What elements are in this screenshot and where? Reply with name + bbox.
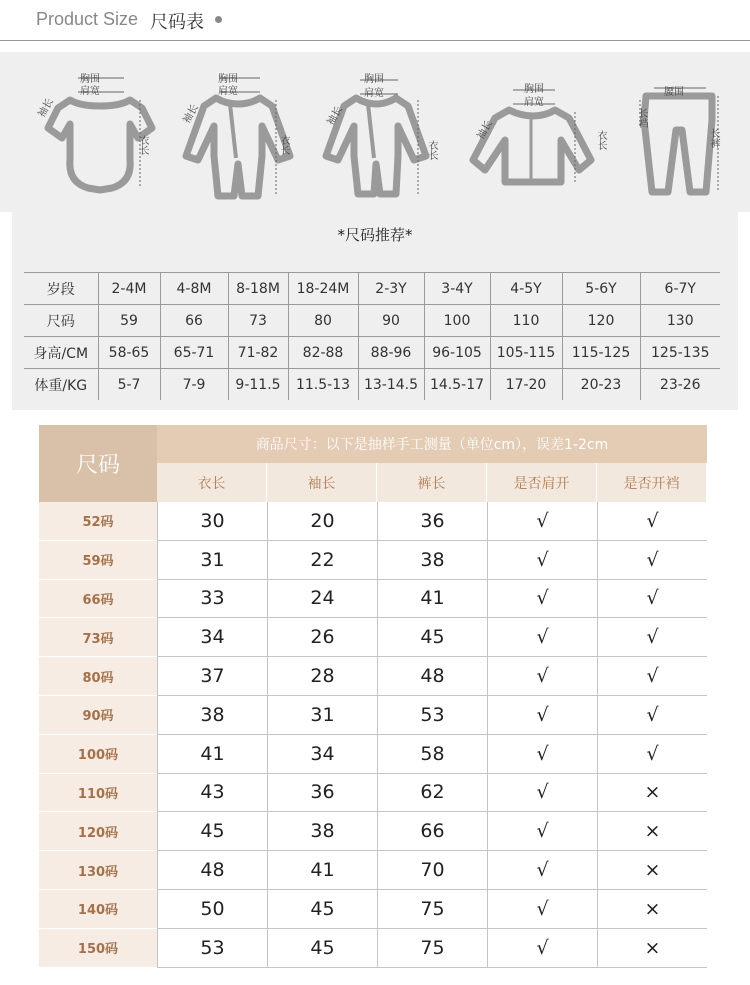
recommend-cell: 4-8M xyxy=(160,273,228,305)
table-row xyxy=(39,541,707,580)
measurement-cell: 22 xyxy=(267,541,377,579)
measurement-cell: 45 xyxy=(157,812,267,850)
size-label: 130码 xyxy=(39,851,157,890)
page-header xyxy=(0,0,750,41)
recommend-row-label: 尺码 xyxy=(24,305,98,337)
table-row xyxy=(39,618,707,657)
measurement-cell: 38 xyxy=(377,541,487,579)
size-label: 66码 xyxy=(39,580,157,619)
title-dot xyxy=(215,16,222,23)
measurement-cell: 26 xyxy=(267,618,377,656)
recommend-cell: 65-71 xyxy=(160,337,228,369)
check-mark-cell: √ xyxy=(487,657,597,695)
fig3-shoulder-label: 肩宽 xyxy=(364,88,384,99)
check-mark-cell: × xyxy=(597,812,707,850)
check-mark-cell: √ xyxy=(487,580,597,618)
measurement-cell: 37 xyxy=(157,657,267,695)
recommend-cell: 105-115 xyxy=(490,337,562,369)
recommend-cell: 58-65 xyxy=(98,337,160,369)
recommend-cell: 110 xyxy=(490,305,562,337)
check-mark-cell: × xyxy=(597,890,707,928)
size-label: 110码 xyxy=(39,774,157,813)
check-mark-cell: √ xyxy=(487,774,597,812)
measurement-cell: 75 xyxy=(377,890,487,928)
fig3-chest-label: 胸围 xyxy=(364,74,384,85)
fig2-shoulder-label: 肩宽 xyxy=(218,86,238,97)
recommend-cell: 71-82 xyxy=(228,337,288,369)
recommend-row xyxy=(24,273,720,305)
recommend-cell: 125-135 xyxy=(640,337,720,369)
check-mark-cell: √ xyxy=(487,541,597,579)
measurement-cell: 48 xyxy=(157,851,267,889)
measurement-cell: 66 xyxy=(377,812,487,850)
recommend-cell: 4-5Y xyxy=(490,273,562,305)
recommend-cell: 2-4M xyxy=(98,273,160,305)
size-label: 59码 xyxy=(39,541,157,580)
title-chinese: 尺码表 xyxy=(150,12,204,33)
measurement-cell: 41 xyxy=(377,580,487,618)
fig3-length-label: 衣长 xyxy=(426,140,437,160)
table-row xyxy=(39,696,707,735)
recommend-cell: 6-7Y xyxy=(640,273,720,305)
size-label: 150码 xyxy=(39,929,157,968)
recommend-cell: 14.5-17 xyxy=(424,369,490,401)
check-mark-cell: × xyxy=(597,774,707,812)
measurement-cell: 53 xyxy=(157,929,267,967)
check-mark-cell: √ xyxy=(597,541,707,579)
column-header: 衣长 xyxy=(157,463,267,502)
recommend-cell: 73 xyxy=(228,305,288,337)
fig5-crotch-label: 长裆 xyxy=(636,108,647,128)
check-mark-cell: √ xyxy=(597,657,707,695)
recommend-title: *尺码推荐* xyxy=(337,226,413,244)
table-row xyxy=(39,774,707,813)
recommend-cell: 23-26 xyxy=(640,369,720,401)
recommend-cell: 59 xyxy=(98,305,160,337)
recommend-cell: 2-3Y xyxy=(358,273,424,305)
size-label: 80码 xyxy=(39,657,157,696)
size-column-header: 尺码 xyxy=(39,425,157,502)
check-mark-cell: √ xyxy=(487,502,597,540)
recommend-cell: 100 xyxy=(424,305,490,337)
recommend-cell: 66 xyxy=(160,305,228,337)
recommend-cell: 7-9 xyxy=(160,369,228,401)
measurement-cell: 34 xyxy=(157,618,267,656)
fig4-length-label: 衣长 xyxy=(595,130,606,150)
recommend-row-label: 身高/CM xyxy=(24,337,98,369)
measurement-cell: 43 xyxy=(157,774,267,812)
measurement-cell: 36 xyxy=(377,502,487,540)
column-header: 是否肩开 xyxy=(487,463,597,502)
recommend-cell: 96-105 xyxy=(424,337,490,369)
recommend-cell: 130 xyxy=(640,305,720,337)
column-header: 袖长 xyxy=(267,463,377,502)
fig4-sleeve-label: 袖长 xyxy=(475,118,495,142)
measurement-cell: 50 xyxy=(157,890,267,928)
check-mark-cell: √ xyxy=(487,696,597,734)
table-row xyxy=(39,929,707,968)
measurement-cell: 53 xyxy=(377,696,487,734)
size-label: 90码 xyxy=(39,696,157,735)
recommend-cell: 17-20 xyxy=(490,369,562,401)
recommend-cell: 120 xyxy=(562,305,640,337)
size-label: 140码 xyxy=(39,890,157,929)
recommend-cell: 80 xyxy=(288,305,358,337)
fig3-sleeve-label: 袖长 xyxy=(325,104,345,128)
check-mark-cell: √ xyxy=(597,618,707,656)
column-header: 裤长 xyxy=(377,463,487,502)
fig2-chest-label: 胸围 xyxy=(218,74,238,85)
fig1-sleeve-label: 袖长 xyxy=(36,96,56,120)
recommend-row-label: 岁段 xyxy=(24,273,98,305)
recommend-cell: 5-7 xyxy=(98,369,160,401)
check-mark-cell: √ xyxy=(487,929,597,967)
measurement-cell: 31 xyxy=(157,541,267,579)
measurement-cell: 38 xyxy=(157,696,267,734)
fig5-waist-label: 腰围 xyxy=(664,87,684,98)
measurement-cell: 62 xyxy=(377,774,487,812)
recommend-cell: 5-6Y xyxy=(562,273,640,305)
fig1-length-label: 衣长 xyxy=(137,135,148,155)
column-header: 是否开裆 xyxy=(597,463,707,502)
fig5-length-label: 长裤 xyxy=(708,128,719,148)
measurement-cell: 28 xyxy=(267,657,377,695)
measurement-cell: 31 xyxy=(267,696,377,734)
recommend-cell: 82-88 xyxy=(288,337,358,369)
check-mark-cell: √ xyxy=(487,812,597,850)
size-recommend-table xyxy=(24,272,720,400)
measurement-caption: 商品尺寸：以下是抽样手工测量（单位cm），误差1-2cm xyxy=(157,425,707,463)
check-mark-cell: √ xyxy=(487,618,597,656)
recommend-cell: 115-125 xyxy=(562,337,640,369)
recommend-row xyxy=(24,305,720,337)
size-detail-table xyxy=(39,425,707,969)
table-row xyxy=(39,735,707,774)
measurement-cell: 45 xyxy=(267,929,377,967)
check-mark-cell: √ xyxy=(597,696,707,734)
measurement-cell: 33 xyxy=(157,580,267,618)
measurement-cell: 45 xyxy=(377,618,487,656)
recommend-cell: 8-18M xyxy=(228,273,288,305)
fig2-sleeve-label: 袖长 xyxy=(181,102,201,126)
measurement-cell: 75 xyxy=(377,929,487,967)
check-mark-cell: × xyxy=(597,929,707,967)
recommend-row xyxy=(24,337,720,369)
check-mark-cell: √ xyxy=(487,890,597,928)
check-mark-cell: √ xyxy=(597,502,707,540)
measurement-cell: 48 xyxy=(377,657,487,695)
fig1-chest-label: 胸围 xyxy=(80,74,100,85)
recommend-cell: 3-4Y xyxy=(424,273,490,305)
table-row xyxy=(39,812,707,851)
check-mark-cell: √ xyxy=(597,580,707,618)
check-mark-cell: × xyxy=(597,851,707,889)
measurement-cell: 45 xyxy=(267,890,377,928)
recommend-cell: 11.5-13 xyxy=(288,369,358,401)
check-mark-cell: √ xyxy=(487,851,597,889)
check-mark-cell: √ xyxy=(597,735,707,773)
recommend-row-label: 体重/KG xyxy=(24,369,98,401)
measurement-cell: 20 xyxy=(267,502,377,540)
table-row xyxy=(39,502,707,541)
measurement-cell: 36 xyxy=(267,774,377,812)
measurement-cell: 70 xyxy=(377,851,487,889)
fig4-chest-label: 胸围 xyxy=(524,84,544,95)
size-label: 100码 xyxy=(39,735,157,774)
recommend-cell: 88-96 xyxy=(358,337,424,369)
recommend-cell: 90 xyxy=(358,305,424,337)
measurement-cell: 30 xyxy=(157,502,267,540)
recommend-cell: 20-23 xyxy=(562,369,640,401)
table-row xyxy=(39,890,707,929)
table-row xyxy=(39,851,707,890)
table-row xyxy=(39,580,707,619)
fig2-length-label: 衣长 xyxy=(278,135,289,155)
size-label: 120码 xyxy=(39,812,157,851)
recommend-cell: 18-24M xyxy=(288,273,358,305)
recommend-cell: 13-14.5 xyxy=(358,369,424,401)
fig4-shoulder-label: 肩宽 xyxy=(524,97,544,108)
measurement-cell: 41 xyxy=(157,735,267,773)
fig1-shoulder-label: 肩宽 xyxy=(80,86,100,97)
measurement-cell: 41 xyxy=(267,851,377,889)
check-mark-cell: √ xyxy=(487,735,597,773)
measurement-cell: 34 xyxy=(267,735,377,773)
size-label: 52码 xyxy=(39,502,157,541)
measurement-cell: 58 xyxy=(377,735,487,773)
size-label: 73码 xyxy=(39,618,157,657)
recommend-cell: 9-11.5 xyxy=(228,369,288,401)
table-row xyxy=(39,657,707,696)
title-english: Product Size xyxy=(36,9,139,29)
measurement-cell: 24 xyxy=(267,580,377,618)
recommend-row xyxy=(24,369,720,401)
measurement-cell: 38 xyxy=(267,812,377,850)
